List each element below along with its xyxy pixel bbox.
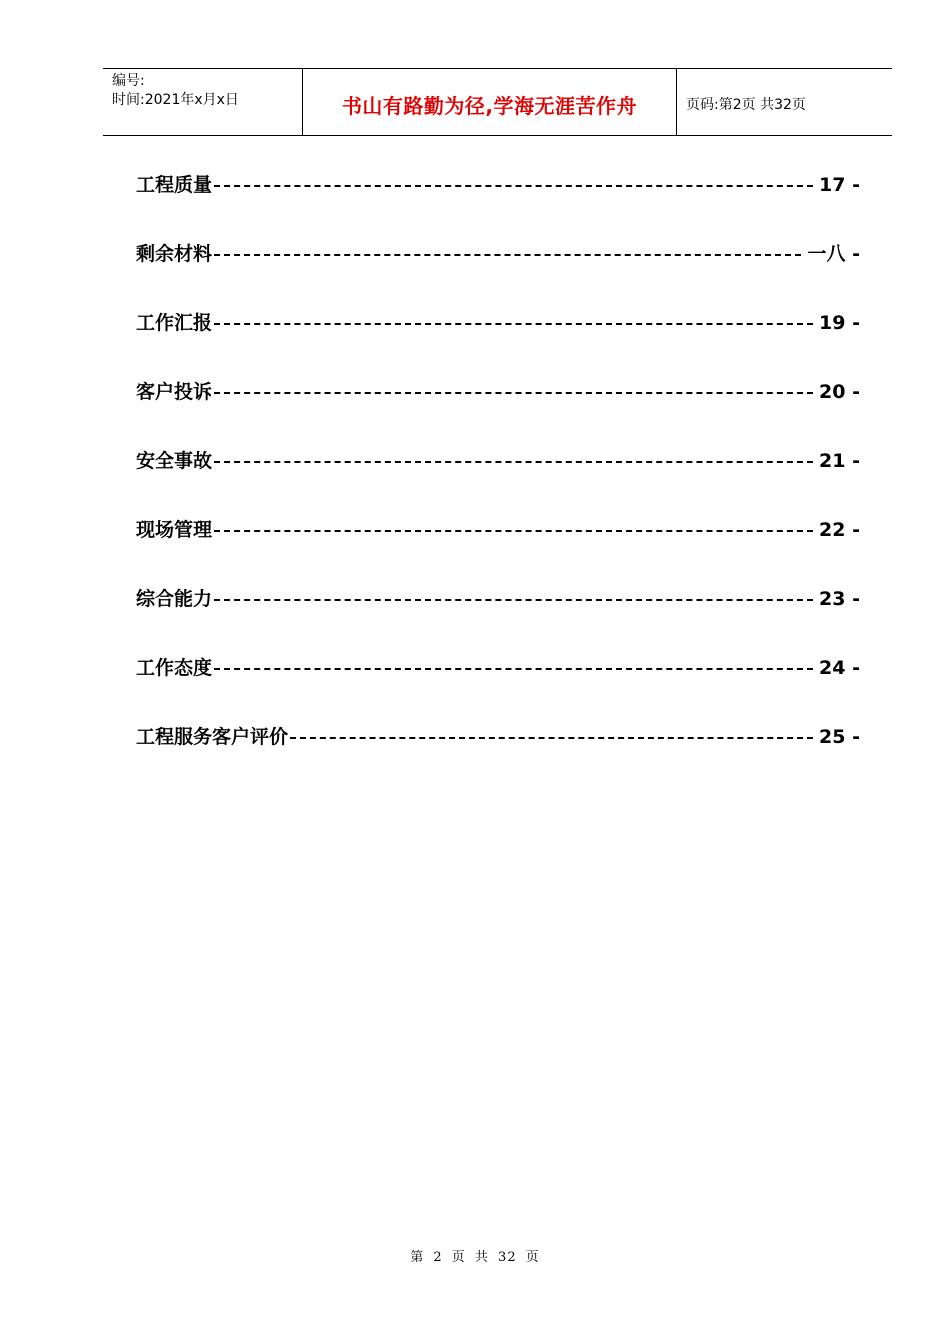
header-motto-cell xyxy=(303,69,677,135)
page-info: 页码:第2页 共32页 xyxy=(686,97,806,113)
toc-entry-title: 剩余材料 xyxy=(136,243,213,265)
toc-leader xyxy=(214,254,801,256)
toc-entry-title: 工程服务客户评价 xyxy=(136,726,289,748)
toc-leader xyxy=(214,323,813,325)
toc-entry-page: 23 - xyxy=(819,588,860,610)
toc-entry-title: 客户投诉 xyxy=(136,381,213,403)
toc-entry-page: 17 - xyxy=(819,174,860,196)
page-header xyxy=(103,68,892,136)
toc-leader xyxy=(290,737,813,739)
toc-entry-page: 20 - xyxy=(819,381,860,403)
toc-entry-page: 25 - xyxy=(819,726,860,748)
toc-leader xyxy=(214,530,813,532)
toc-entry-page: 24 - xyxy=(819,657,860,679)
toc-entry-page: 22 - xyxy=(819,519,860,541)
toc-entry-title: 现场管理 xyxy=(136,519,213,541)
toc-entry-title: 综合能力 xyxy=(136,588,213,610)
toc-entry-page: 21 - xyxy=(819,450,860,472)
toc-entry[interactable] xyxy=(136,580,860,649)
toc-entry[interactable] xyxy=(136,649,860,718)
toc-entry-title: 工作汇报 xyxy=(136,312,213,334)
header-meta-cell xyxy=(103,69,303,135)
toc-entry[interactable] xyxy=(136,511,860,580)
toc-leader xyxy=(214,392,813,394)
toc-entry-page: 一八 - xyxy=(807,243,860,265)
toc-entry[interactable] xyxy=(136,235,860,304)
table-of-contents xyxy=(136,166,860,787)
toc-leader xyxy=(214,185,813,187)
toc-leader xyxy=(214,599,813,601)
toc-leader xyxy=(214,668,813,670)
toc-entry[interactable] xyxy=(136,166,860,235)
page-footer: 第 2 页 共 32 页 xyxy=(410,1250,540,1265)
header-page-cell xyxy=(677,69,892,135)
toc-entry[interactable] xyxy=(136,373,860,442)
toc-entry-page: 19 - xyxy=(819,312,860,334)
toc-entry-title: 安全事故 xyxy=(136,450,213,472)
toc-entry[interactable] xyxy=(136,718,860,787)
number-label: 编号: xyxy=(112,73,145,89)
toc-entry[interactable] xyxy=(136,442,860,511)
toc-leader xyxy=(214,461,813,463)
toc-entry-title: 工作态度 xyxy=(136,657,213,679)
time-label: 时间:2021年x月x日 xyxy=(112,92,239,108)
toc-entry[interactable] xyxy=(136,304,860,373)
toc-entry-title: 工程质量 xyxy=(136,174,213,196)
motto-text: 书山有路勤为径,学海无涯苦作舟 xyxy=(341,93,638,118)
